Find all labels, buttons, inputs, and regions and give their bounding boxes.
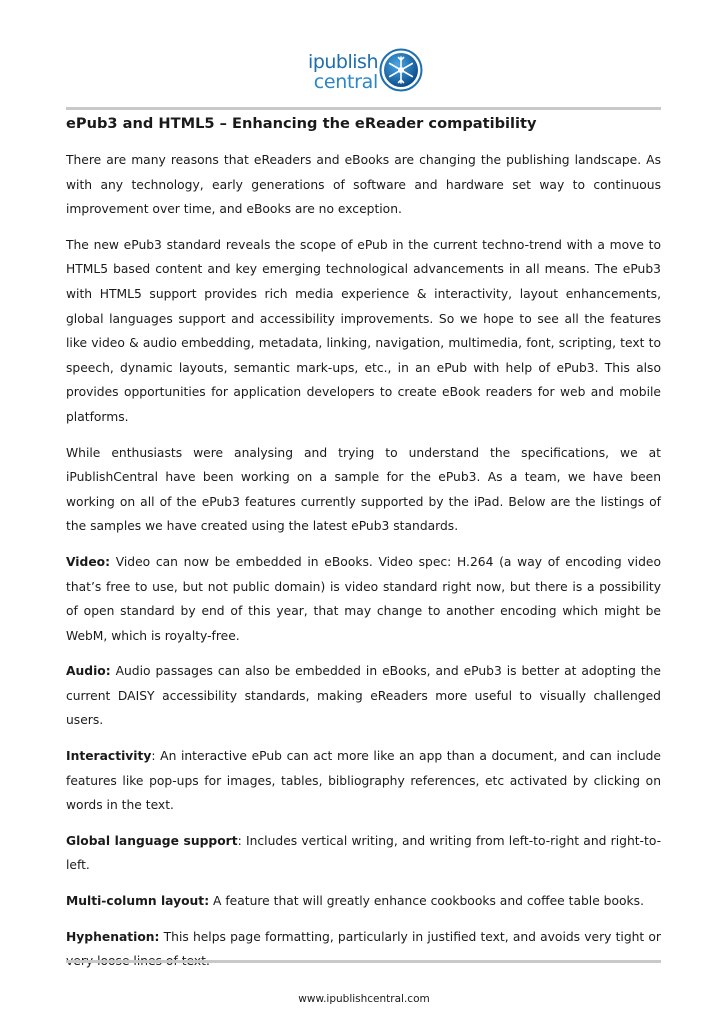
feature-label: Multi-column layout: [66,894,210,909]
feature-description: Audio passages can also be embedded in eBooks, and ePub3 is better at adopting the current DAISY accessibility standards, making eReaders more useful to visually challenged users. [66,664,661,728]
epub3-standard-paragraph: The new ePub3 standard reveals the scope of ePub in the current techno-trend with a move to HTML5 based content and key emerging technological advancements in all means. The ePub3 with HTML5 support provides rich media experience & interactivity, layout enhancements, global languages support and accessibility improvements. So we hope to see all the features like video & audio embedding, metadata, linking, navigation, multimedia, font, scripting, text to speech, dynamic layouts, semantic mark-ups, etc., in an ePub with help of ePub3. This also provides opportunities for application developers to create eBook readers for web and mobile platforms. [66,237,661,424]
intro-paragraph: There are many reasons that eReaders and eBooks are changing the publishing landscape. As with any technology, early generations of software and hardware set way to continuous improvement over time, and eBooks are no exception. [66,153,661,217]
ipublish-central-logo [306,48,422,96]
article-body [66,148,661,985]
feature-description: This helps page formatting, particularly in justified text, and avoids very tight or [163,929,661,944]
logo-line-1: ipublish [308,51,378,73]
footer-divider [66,960,661,963]
header-divider [66,107,661,110]
logo-line-2: central [313,71,378,93]
article-title: ePub3 and HTML5 – Enhancing the eReader compatibility [66,115,537,132]
feature-label: Hyphenation: [66,929,160,944]
logo-wordmark [306,52,378,92]
feature-label: Interactivity [66,749,152,764]
feature-label: Global language support [66,833,238,848]
footer-url: www.ipublishcentral.com [298,993,430,1005]
ipublishcentral-paragraph: While enthusiasts were analysing and trying to understand the specifications, we at iPublishCentral have been working on a sample for the ePub3. As a team, we have been working on all of the ePub3 features currently supported by the iPad. Below are the listings of the samples we have created using the latest ePub3 standards. [66,445,661,534]
snowflake-globe-icon [379,48,423,92]
feature-audio [66,659,661,733]
feature-global-language [66,829,661,878]
feature-description: : Includes vertical writing, and writing from left-to-right and right-to-left. [66,833,662,873]
feature-multi-column [66,889,661,914]
feature-video [66,550,661,648]
feature-description: : An interactive ePub can act more like an app than a document, and can include features like pop-ups for images, tables, bibliography references, etc activated by clicking on words in the text. [66,749,661,813]
feature-hyphenation [66,925,661,974]
feature-label: Video: [66,554,111,569]
feature-label: Audio: [66,664,111,679]
feature-description: A feature that will greatly enhance cookbooks and coffee table books. [209,894,644,909]
feature-description: Video can now be embedded in eBooks. Video spec: H.264 (a way of encoding video that’s free to use, but not public domain) is video standard right now, but there is a possibility of open standard by end of this year, that may change to another encoding which might be WebM, which is royalty-free. [66,554,661,643]
feature-interactivity [66,744,661,818]
